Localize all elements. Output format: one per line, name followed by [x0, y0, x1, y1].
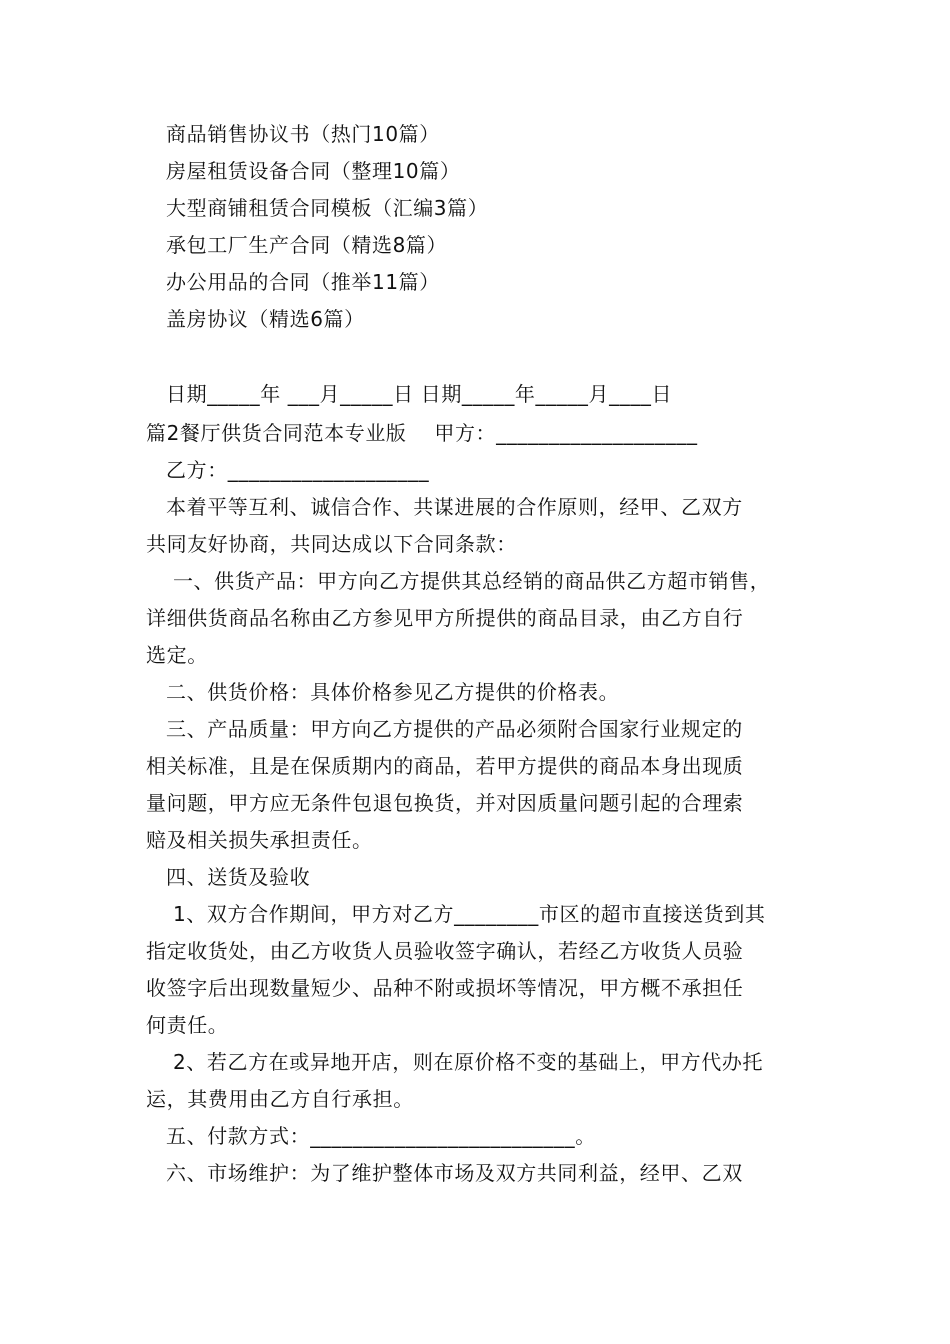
paragraph-line: 1、双方合作期间，甲方对乙方________市区的超市直接送货到其	[166, 902, 766, 926]
paragraph-line: 2、若乙方在或异地开店，则在原价格不变的基础上，甲方代办托	[166, 1050, 764, 1074]
paragraph-line: 五、付款方式：_________________________。	[166, 1124, 596, 1148]
section-heading: 四、送货及验收	[166, 865, 311, 889]
related-item[interactable]: 商品销售协议书（热门10篇）	[166, 122, 440, 146]
contract-title-line: 篇2餐厅供货合同范本专业版 甲方：___________________	[146, 421, 698, 445]
paragraph-line: 指定收货处，由乙方收货人员验收签字确认，若经乙方收货人员验	[146, 939, 744, 963]
paragraph-line: 共同友好协商，共同达成以下合同条款：	[146, 532, 517, 556]
paragraph-line: 一、供货产品：甲方向乙方提供其总经销的商品供乙方超市销售，	[166, 569, 771, 593]
paragraph-line: 六、市场维护：为了维护整体市场及双方共同利益，经甲、乙双	[166, 1161, 743, 1185]
paragraph-line: 相关标准，且是在保质期内的商品，若甲方提供的商品本身出现质	[146, 754, 744, 778]
paragraph-line: 收签字后出现数量短少、品种不附或损坏等情况，甲方概不承担任	[146, 976, 744, 1000]
date-line: 日期_____年 ___月_____日 日期_____年_____月____日	[166, 382, 673, 406]
related-item[interactable]: 房屋租赁设备合同（整理10篇）	[166, 159, 461, 183]
paragraph-line: 二、供货价格：具体价格参见乙方提供的价格表。	[166, 680, 620, 704]
related-item[interactable]: 承包工厂生产合同（精选8篇）	[166, 233, 448, 257]
paragraph-line: 何责任。	[146, 1013, 229, 1037]
paragraph-line: 本着平等互利、诚信合作、共谋进展的合作原则，经甲、乙双方	[166, 495, 743, 519]
paragraph-line: 量问题，甲方应无条件包退包换货，并对因质量问题引起的合理索	[146, 791, 744, 815]
related-item[interactable]: 办公用品的合同（推举11篇）	[166, 270, 440, 294]
paragraph-line: 详细供货商品名称由乙方参见甲方所提供的商品目录，由乙方自行	[146, 606, 744, 630]
related-item[interactable]: 大型商铺租赁合同模板（汇编3篇）	[166, 196, 489, 220]
paragraph-line: 赔及相关损失承担责任。	[146, 828, 373, 852]
related-item[interactable]: 盖房协议（精选6篇）	[166, 307, 365, 331]
paragraph-line: 三、产品质量：甲方向乙方提供的产品必须附合国家行业规定的	[166, 717, 743, 741]
paragraph-line: 选定。	[146, 643, 208, 667]
paragraph-line: 运，其费用由乙方自行承担。	[146, 1087, 414, 1111]
party-b-line: 乙方：___________________	[166, 458, 430, 482]
